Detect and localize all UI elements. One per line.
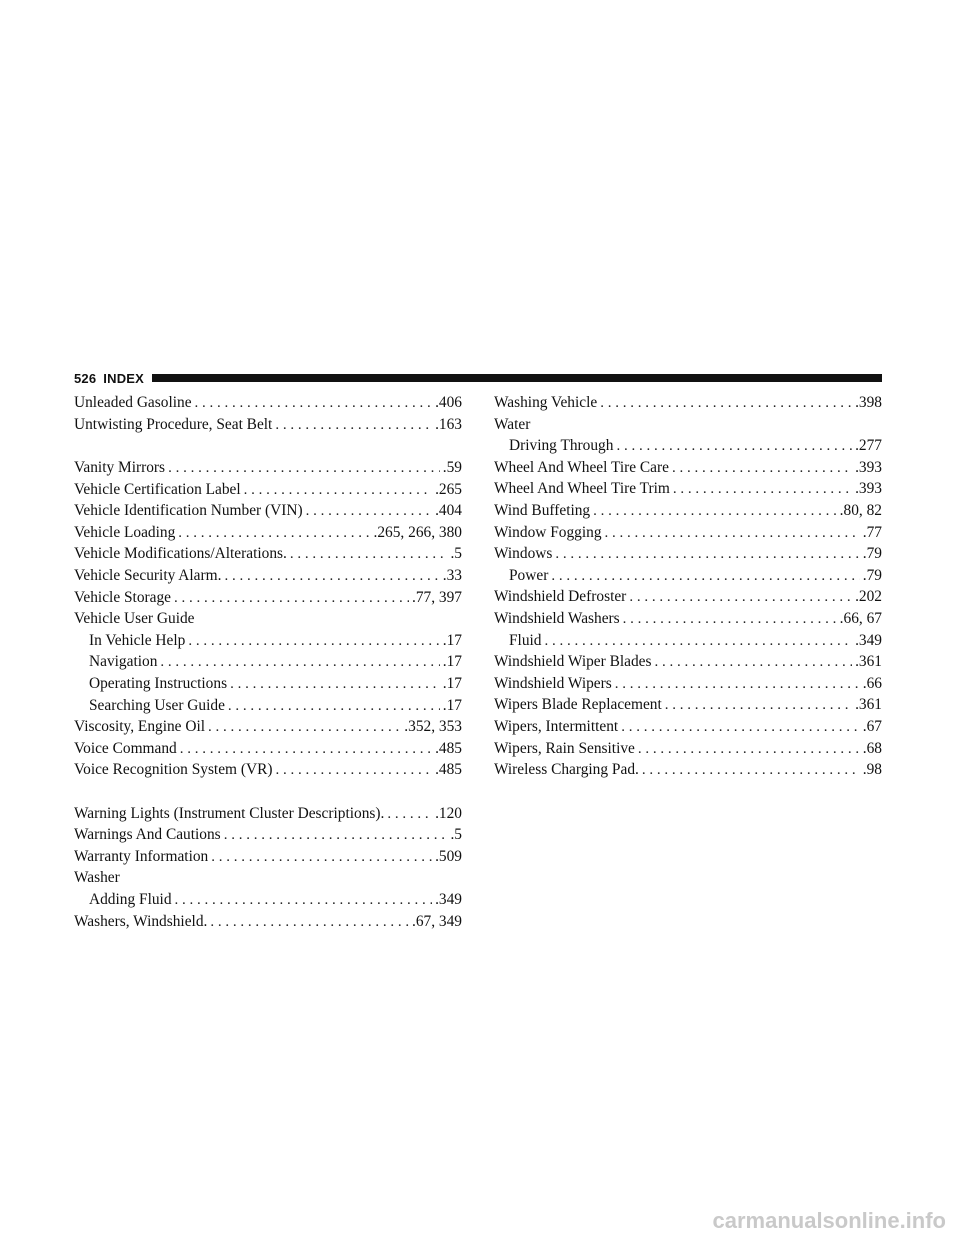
dot-leader [623,609,837,630]
entry-page-ref: .79 [862,545,882,563]
entry-page-ref: .277 [855,437,882,455]
index-entry [494,759,882,781]
index-entry [494,478,882,500]
entry-term: Viscosity, Engine Oil [74,718,206,736]
entry-page-ref: .404 [435,502,462,520]
entry-page-ref: .393 [855,480,882,498]
entry-term: Wipers, Rain Sensitive [494,739,635,757]
entry-page-ref: .349 [435,891,462,909]
entry-term: Washers, Windshield. [74,912,208,930]
dot-leader [654,652,852,673]
entry-page-ref: .98 [862,761,882,779]
entry-term: Vehicle Storage [74,588,172,606]
dot-leader [210,912,409,933]
index-entry [74,911,462,933]
entry-term: Vehicle Loading [74,523,176,541]
entry-term: Wheel And Wheel Tire Care [494,458,669,476]
entry-page-ref: .406 [435,394,462,411]
index-heading: Vehicle User Guide [74,610,195,628]
dot-leader [555,544,859,565]
dot-leader [600,393,852,414]
entry-term: Washing Vehicle [494,394,598,411]
entry-term: Warnings And Cautions [74,826,221,844]
index-entry [74,543,462,565]
dot-leader [276,760,433,781]
entry-term: Wipers, Intermittent [494,717,619,735]
index-subentry [74,673,462,695]
entry-term: Vehicle Certification Label [74,480,241,498]
dot-leader [616,436,852,457]
dot-leader [178,523,370,544]
entry-page-ref: .265, 266, 380 [373,523,462,541]
entry-page-ref: .79 [862,566,882,584]
index-entry [74,522,462,544]
dot-leader [621,717,860,738]
index-entry [494,543,882,565]
entry-term: Wheel And Wheel Tire Trim [494,480,670,498]
entry-term: Vehicle Identification Number (VIN) [74,502,303,520]
entry-page-ref: .66 [862,674,882,692]
dot-leader [224,825,448,846]
dot-leader [188,631,439,652]
entry-page-ref: .202 [855,588,882,606]
entry-page-ref: .485 [435,739,462,757]
index-heading: Washer [74,869,120,887]
entry-page-ref: .67, 349 [411,912,462,930]
dot-leader [306,501,432,522]
section-gap [74,781,462,803]
dot-leader [160,652,439,673]
entry-page-ref: .68 [862,739,882,757]
dot-leader [228,696,440,717]
index-entry [74,738,462,760]
index-entry [74,824,462,846]
entry-term: Windshield Wipers [494,674,612,692]
index-entry [494,694,882,716]
entry-term: Warning Lights (Instrument Cluster Descriptions). [74,804,385,822]
dot-leader [638,739,860,760]
index-entry [74,457,462,479]
entry-page-ref: .393 [855,458,882,476]
entry-term: Windshield Wiper Blades [494,653,652,671]
dot-leader [168,458,440,479]
entry-page-ref: .163 [435,415,462,433]
index-entry [494,457,882,479]
dot-leader [665,695,852,716]
index-entry [74,479,462,501]
entry-page-ref: .66, 67 [839,609,882,627]
entry-term: Fluid [509,631,542,649]
index-entry [494,716,882,738]
entry-page-ref: .17 [442,631,462,649]
entry-term: Navigation [89,653,158,671]
header-rule [152,374,882,382]
dot-leader [629,587,852,608]
index-entry [494,522,882,544]
entry-term: Wind Buffeting [494,501,591,519]
index-entry [494,651,882,673]
entry-page-ref: .361 [855,653,882,671]
entry-page-ref: .33 [442,566,462,584]
entry-term: Untwisting Procedure, Seat Belt [74,415,273,433]
section-gap [74,435,462,457]
entry-page-ref: .67 [862,717,882,735]
entry-page-ref: .509 [435,847,462,865]
dot-leader [180,739,432,760]
entry-term: Driving Through [509,437,614,455]
index-subentry [74,630,462,652]
index-entry [494,673,882,695]
entry-term: Searching User Guide [89,696,225,714]
page-number: 526 [74,370,97,386]
dot-leader [244,480,432,501]
entry-term: Voice Recognition System (VR) [74,761,273,779]
entry-page-ref: .265 [435,480,462,498]
dot-leader [593,501,837,522]
index-entry [494,500,882,522]
dot-leader [387,804,432,825]
dot-leader [615,674,860,695]
entry-page-ref: .349 [855,631,882,649]
entry-term: Vehicle Security Alarm. [74,566,222,584]
entry-page-ref: .77 [862,523,882,541]
dot-leader [605,523,860,544]
entry-page-ref: .352, 353 [404,718,462,736]
entry-term: Window Fogging [494,523,602,541]
dot-leader [672,458,852,479]
entry-page-ref: .361 [855,696,882,714]
entry-page-ref: .59 [442,458,462,476]
entry-term: Adding Fluid [89,891,172,909]
dot-leader [545,631,853,652]
index-subentry [74,889,462,911]
index-entry [74,587,462,609]
index-subentry [494,565,882,587]
entry-term: In Vehicle Help [89,631,186,649]
index-column-left [74,392,462,932]
section-title: INDEX [103,370,145,386]
dot-leader [551,566,859,587]
index-column-right [494,392,882,781]
index-entry [494,608,882,630]
index-entry [494,738,882,760]
watermark: carmanualsonline.info [712,1208,946,1233]
entry-page-ref: .17 [442,653,462,671]
entry-term: Unleaded Gasoline [74,394,192,411]
entry-term: Power [509,566,549,584]
entry-page-ref: .5 [450,826,462,844]
page-header [74,370,882,386]
entry-term: Windshield Defroster [494,588,627,606]
dot-leader [673,479,852,500]
index-entry [494,586,882,608]
dot-leader [642,760,860,781]
entry-page-ref: .77, 397 [411,588,462,606]
index-entry [74,392,462,414]
index-entry [74,565,462,587]
index-entry [74,846,462,868]
entry-term: Vehicle Modifications/Alterations. [74,545,287,563]
index-entry [74,759,462,781]
entry-term: Operating Instructions [89,674,228,692]
entry-term: Wipers Blade Replacement [494,696,662,714]
index-entry [74,803,462,825]
entry-page-ref: .398 [855,394,882,411]
index-subentry [74,651,462,673]
index-entry [74,716,462,738]
entry-term: Warranty Information [74,847,209,865]
entry-term: Voice Command [74,739,177,757]
entry-term: Vanity Mirrors [74,458,166,476]
index-entry [74,414,462,436]
dot-leader [208,717,401,738]
entry-term: Windows [494,545,553,563]
entry-page-ref: .485 [435,761,462,779]
entry-page-ref: .120 [435,804,462,822]
index-heading: Water [494,415,531,433]
dot-leader [174,588,409,609]
index-subentry [494,435,882,457]
entry-page-ref: .17 [442,696,462,714]
dot-leader [275,415,432,436]
entry-page-ref: .5 [450,545,462,563]
index-subentry [74,695,462,717]
dot-leader [230,674,440,695]
index-subentry [494,630,882,652]
dot-leader [290,544,448,565]
index-entry [74,500,462,522]
entry-term: Windshield Washers [494,609,620,627]
dot-leader [211,847,432,868]
dot-leader [224,566,439,587]
entry-page-ref: .80, 82 [839,501,882,519]
index-entry [494,392,882,414]
dot-leader [175,890,433,911]
dot-leader [195,393,433,414]
entry-term: Wireless Charging Pad. [494,761,639,779]
entry-page-ref: .17 [442,674,462,692]
